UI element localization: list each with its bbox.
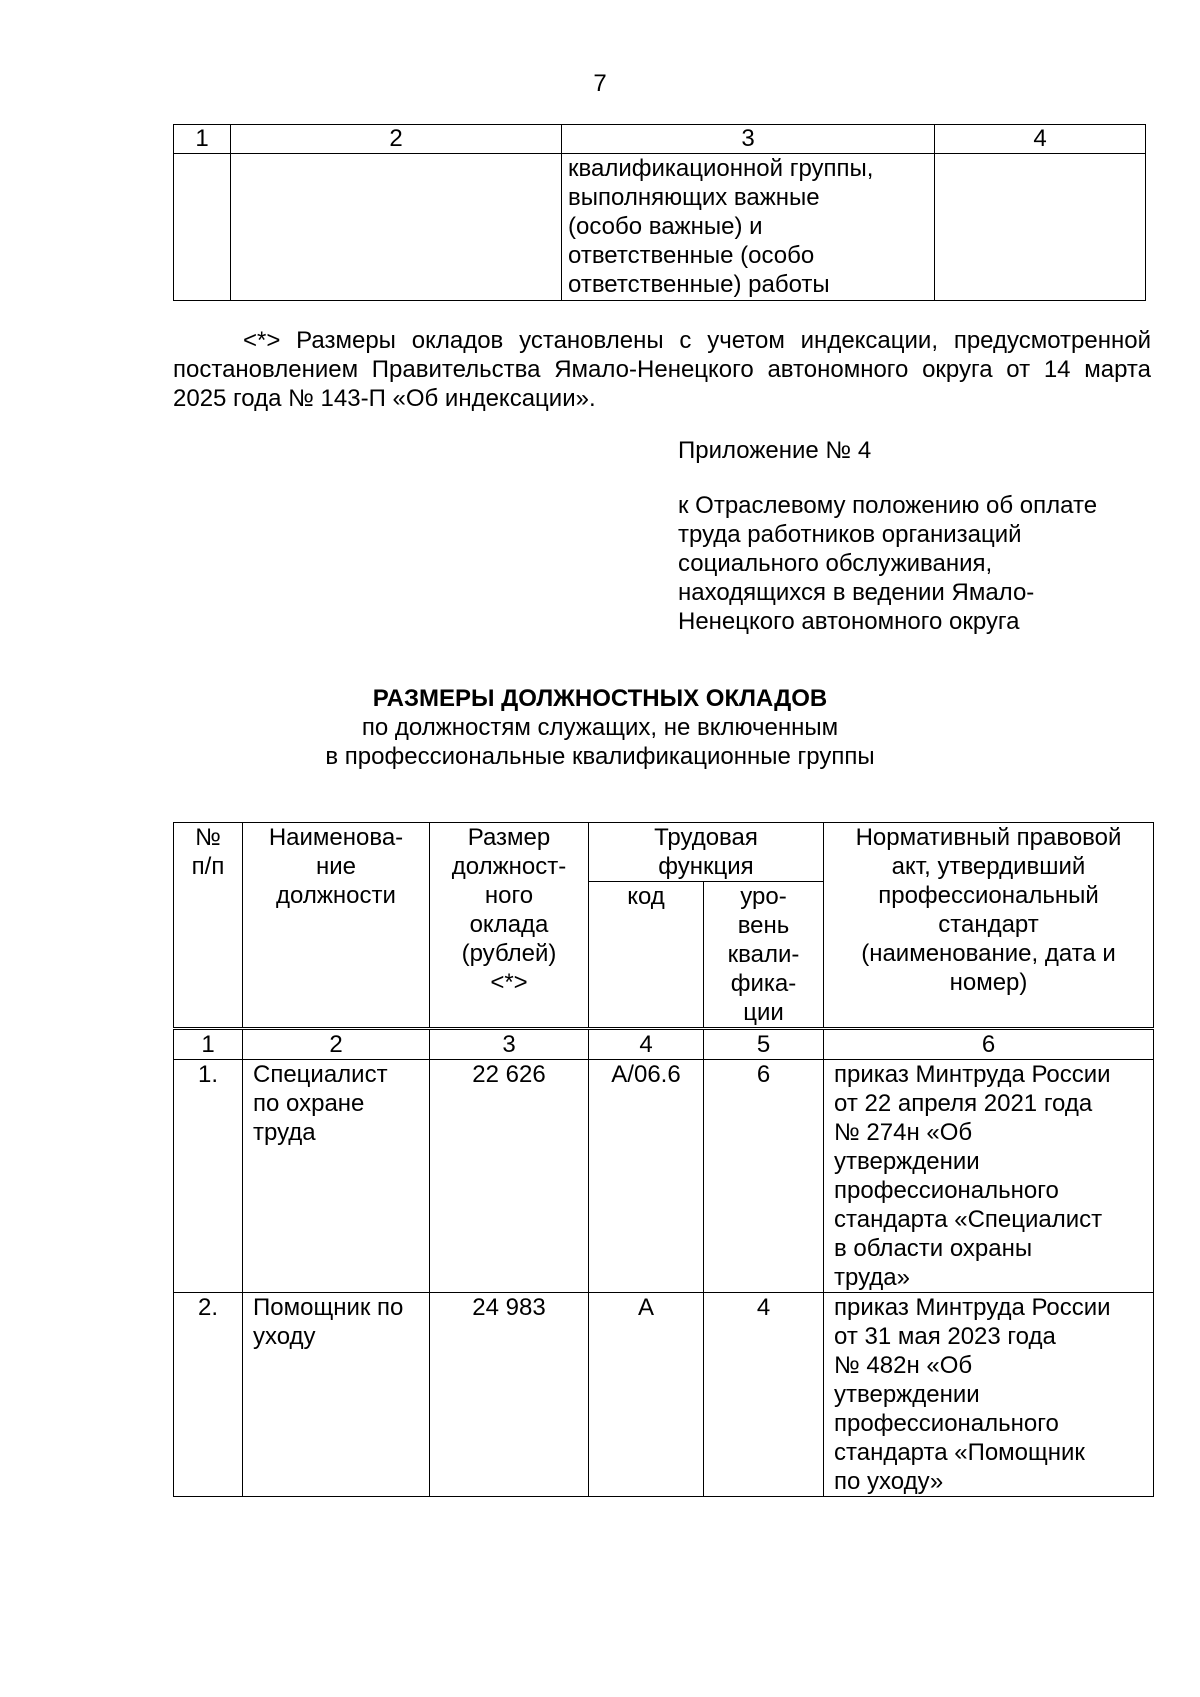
header-line: Трудовая — [654, 824, 758, 851]
salary-amount: 24 983 — [430, 1293, 589, 1497]
text-line: выполняющих важные — [568, 184, 820, 211]
header-line: оклада — [469, 911, 549, 938]
column-number-row — [174, 125, 1146, 154]
header-row — [174, 823, 1154, 882]
header-code: код — [589, 882, 704, 1029]
column-number: 1 — [174, 125, 231, 154]
column-number: 1 — [174, 1029, 243, 1060]
header-line: (рублей) — [461, 940, 557, 967]
footnote: <*> Размеры окладов установлены с учетом индексации, предусмотренной постановлением Правительства Ямало-Ненецкого автономного округа от 14 марта 2025 года № 143-П «Об индексации». — [173, 327, 1151, 412]
text-line: от 22 апреля 2021 года — [834, 1090, 1093, 1117]
header-line: стандарт — [938, 911, 1039, 938]
header-line: должност- — [451, 853, 567, 880]
page-number: 7 — [593, 70, 607, 97]
header-number — [174, 823, 243, 1029]
text-line: (особо важные) и — [568, 213, 763, 240]
header-position-name — [243, 823, 430, 1029]
header-line: ние — [315, 853, 356, 880]
column-number: 2 — [243, 1029, 430, 1060]
header-line: должности — [276, 882, 396, 909]
text-line: № 482н «Об — [834, 1352, 973, 1379]
cell-empty — [935, 154, 1146, 301]
text-line: труда — [253, 1119, 316, 1146]
title-subtitle: в профессиональные квалификационные группы — [325, 743, 875, 770]
column-number: 3 — [562, 125, 935, 154]
header-normative-act — [824, 823, 1154, 1029]
position-name — [243, 1060, 430, 1293]
continuation-table — [173, 124, 1146, 301]
normative-act — [824, 1060, 1154, 1293]
text-line: ответственные) работы — [568, 271, 830, 298]
text-line: стандарта «Специалист — [834, 1206, 1103, 1233]
cell-empty — [174, 154, 231, 301]
header-line: номер) — [949, 969, 1028, 996]
header-line: уро- — [740, 883, 787, 910]
position-name — [243, 1293, 430, 1497]
text-line: профессионального — [834, 1410, 1059, 1437]
header-line: фика- — [730, 970, 797, 997]
column-number-row — [174, 1029, 1154, 1060]
header-line: функция — [658, 853, 754, 880]
text-line: по уходу» — [834, 1468, 944, 1495]
qualification-level: 4 — [704, 1293, 824, 1497]
header-line: п/п — [191, 853, 225, 880]
column-number: 5 — [704, 1029, 824, 1060]
header-line: профессиональный — [878, 882, 1099, 909]
qualification-text — [562, 154, 935, 301]
text-line: в области охраны — [834, 1235, 1033, 1262]
header-line: квали- — [727, 941, 800, 968]
text-line: приказ Минтруда России — [834, 1061, 1111, 1088]
column-number: 4 — [935, 125, 1146, 154]
header-line: (наименование, дата и — [861, 940, 1116, 967]
appendix-line: Ненецкого автономного округа — [678, 608, 1020, 635]
column-number: 6 — [824, 1029, 1154, 1060]
header-line: акт, утвердивший — [891, 853, 1086, 880]
appendix-reference — [678, 491, 1158, 636]
text-line: утверждении — [834, 1381, 980, 1408]
column-number: 4 — [589, 1029, 704, 1060]
header-qualification-level — [704, 882, 824, 1029]
normative-act — [824, 1293, 1154, 1497]
text-line: стандарта «Помощник — [834, 1439, 1085, 1466]
qualification-level: 6 — [704, 1060, 824, 1293]
row-number: 1. — [174, 1060, 243, 1293]
appendix-line: социального обслуживания, — [678, 550, 993, 577]
header-line: <*> — [490, 969, 528, 996]
text-line: приказ Минтруда России — [834, 1294, 1111, 1321]
text-line: уходу — [253, 1323, 316, 1350]
table-row — [174, 1060, 1154, 1293]
appendix-line: находящихся в ведении Ямало- — [678, 579, 1035, 606]
salary-amount: 22 626 — [430, 1060, 589, 1293]
salary-table — [173, 822, 1154, 1497]
header-line: ного — [484, 882, 534, 909]
header-line: ции — [743, 999, 784, 1026]
title-subtitle: по должностям служащих, не включенным — [361, 714, 839, 741]
function-code: A/06.6 — [589, 1060, 704, 1293]
table-row — [174, 154, 1146, 301]
header-line: Наименова- — [268, 824, 404, 851]
text-line: № 274н «Об — [834, 1119, 973, 1146]
text-line: ответственные (особо — [568, 242, 815, 269]
text-line: труда» — [834, 1264, 910, 1291]
column-number: 3 — [430, 1029, 589, 1060]
header-line: Размер — [467, 824, 551, 851]
appendix-line: к Отраслевому положению об оплате — [678, 492, 1098, 519]
text-line: Помощник по — [253, 1294, 404, 1321]
text-line: от 31 мая 2023 года — [834, 1323, 1056, 1350]
header-salary — [430, 823, 589, 1029]
header-line: вень — [737, 912, 790, 939]
column-number: 2 — [231, 125, 562, 154]
text-line: профессионального — [834, 1177, 1059, 1204]
table-row — [174, 1293, 1154, 1497]
text-line: квалификационной группы, — [568, 155, 874, 182]
cell-empty — [231, 154, 562, 301]
text-line: по охране — [253, 1090, 365, 1117]
function-code: А — [589, 1293, 704, 1497]
text-line: Специалист — [253, 1061, 388, 1088]
appendix-number: Приложение № 4 — [678, 437, 872, 464]
title-main: РАЗМЕРЫ ДОЛЖНОСТНЫХ ОКЛАДОВ — [372, 685, 828, 712]
appendix-line: труда работников организаций — [678, 521, 1022, 548]
header-labor-function — [589, 823, 824, 882]
row-number: 2. — [174, 1293, 243, 1497]
text-line: утверждении — [834, 1148, 980, 1175]
header-line: № — [195, 824, 221, 851]
document-title — [0, 684, 1200, 771]
header-line: Нормативный правовой — [855, 824, 1122, 851]
